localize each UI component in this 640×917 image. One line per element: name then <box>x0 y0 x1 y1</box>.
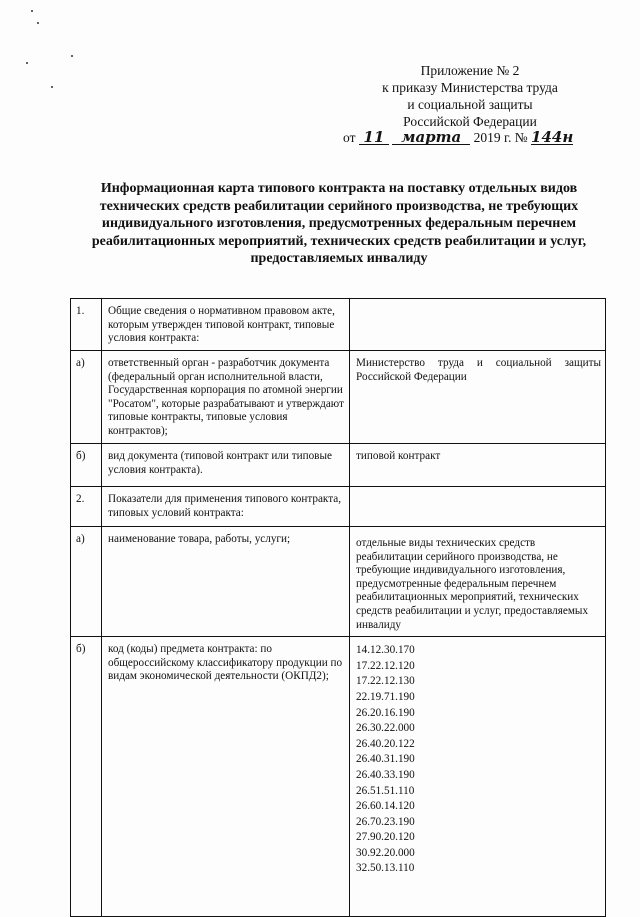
okpd2-code: 26.40.20.122 <box>356 737 415 750</box>
okpd2-code-list <box>350 637 606 917</box>
appendix-line: к приказу Министерства труда <box>382 80 558 95</box>
okpd2-code: 26.51.51.110 <box>356 784 415 797</box>
info-card-table <box>70 298 606 917</box>
okpd2-code: 26.40.31.190 <box>356 753 415 766</box>
okpd2-code: 26.70.23.190 <box>356 815 415 828</box>
row-value: типовой контракт <box>350 444 606 487</box>
row-label: код (коды) предмета контракта: по общероссийскому классификатору продукции по видам экономической деятельности (ОКПД2); <box>102 637 350 917</box>
scan-speck <box>71 55 73 57</box>
row-value: Министерство труда и социальной защиты Российской Федерации <box>350 351 606 444</box>
row-value: отдельные виды технических средств реабилитации серийного производства, не требующие индивидуального изготовления, предусмотренные федеральным перечнем реабилитационных мероприятий, технических средств реабилитации и услуг, предоставляемых инвалиду <box>350 527 606 637</box>
row-label: наименование товара, работы, услуги; <box>102 527 350 637</box>
okpd2-code: 14.12.30.170 <box>356 644 415 657</box>
row-number: б) <box>71 444 102 487</box>
table-row <box>71 527 606 637</box>
okpd2-code: 32.50.13.110 <box>356 862 415 875</box>
table-row <box>71 444 606 487</box>
okpd2-code: 22.19.71.190 <box>356 690 415 703</box>
row-number: 1. <box>71 299 102 351</box>
okpd2-code: 17.22.12.120 <box>356 659 415 672</box>
okpd2-code: 17.22.12.130 <box>356 675 415 688</box>
row-label: Общие сведения о нормативном правовом акте, которым утвержден типовой контракт, типовые условия контракта: <box>102 299 350 351</box>
appendix-line: Приложение № 2 <box>420 63 520 78</box>
table-row <box>71 299 606 351</box>
okpd2-code: 26.40.33.190 <box>356 768 415 781</box>
handwritten-day: 11 <box>359 130 389 145</box>
scan-speck <box>26 62 28 64</box>
appendix-line: Российской Федерации <box>403 114 537 129</box>
okpd2-code: 26.30.22.000 <box>356 722 415 735</box>
handwritten-order-number: 144н <box>531 128 574 146</box>
handwritten-month: марта <box>392 130 470 145</box>
row-label: Показатели для применения типового контракта, типовых условий контракта: <box>102 487 350 527</box>
scan-speck <box>31 10 33 12</box>
table-row <box>71 637 606 917</box>
row-value <box>350 487 606 527</box>
scan-speck <box>51 86 53 88</box>
okpd2-code: 26.60.14.120 <box>356 800 415 813</box>
date-year: 2019 г. № <box>473 130 528 145</box>
scan-speck <box>37 22 39 24</box>
okpd2-code: 27.90.20.120 <box>356 831 415 844</box>
appendix-line: и социальной защиты <box>407 97 533 112</box>
table-row <box>71 351 606 444</box>
appendix-header <box>340 62 600 130</box>
table-row <box>71 487 606 527</box>
okpd2-code: 30.92.20.000 <box>356 846 415 859</box>
date-prefix: от <box>343 130 356 145</box>
row-number: б) <box>71 637 102 917</box>
order-date-line <box>343 130 573 146</box>
row-label: ответственный орган - разработчик документа (федеральный орган исполнительной власти, Государственная корпорация по атомной энергии "Росатом", которые разрабатывают и утверждают типовые контракты, типовые условия контрактов); <box>102 351 350 444</box>
row-value <box>350 299 606 351</box>
row-number: а) <box>71 527 102 637</box>
okpd2-code: 26.20.16.190 <box>356 706 415 719</box>
row-number: 2. <box>71 487 102 527</box>
document-title: Информационная карта типового контракта на поставку отдельных видов технических средств реабилитации серийного производства, не требующих индивидуального изготовления, предусмотренных федеральным перечнем реабилитационных мероприятий, технических средств реабилитации и услуг, предоставляемых инвалиду <box>91 181 587 266</box>
row-number: а) <box>71 351 102 444</box>
row-label: вид документа (типовой контракт или типовые условия контракта). <box>102 444 350 487</box>
